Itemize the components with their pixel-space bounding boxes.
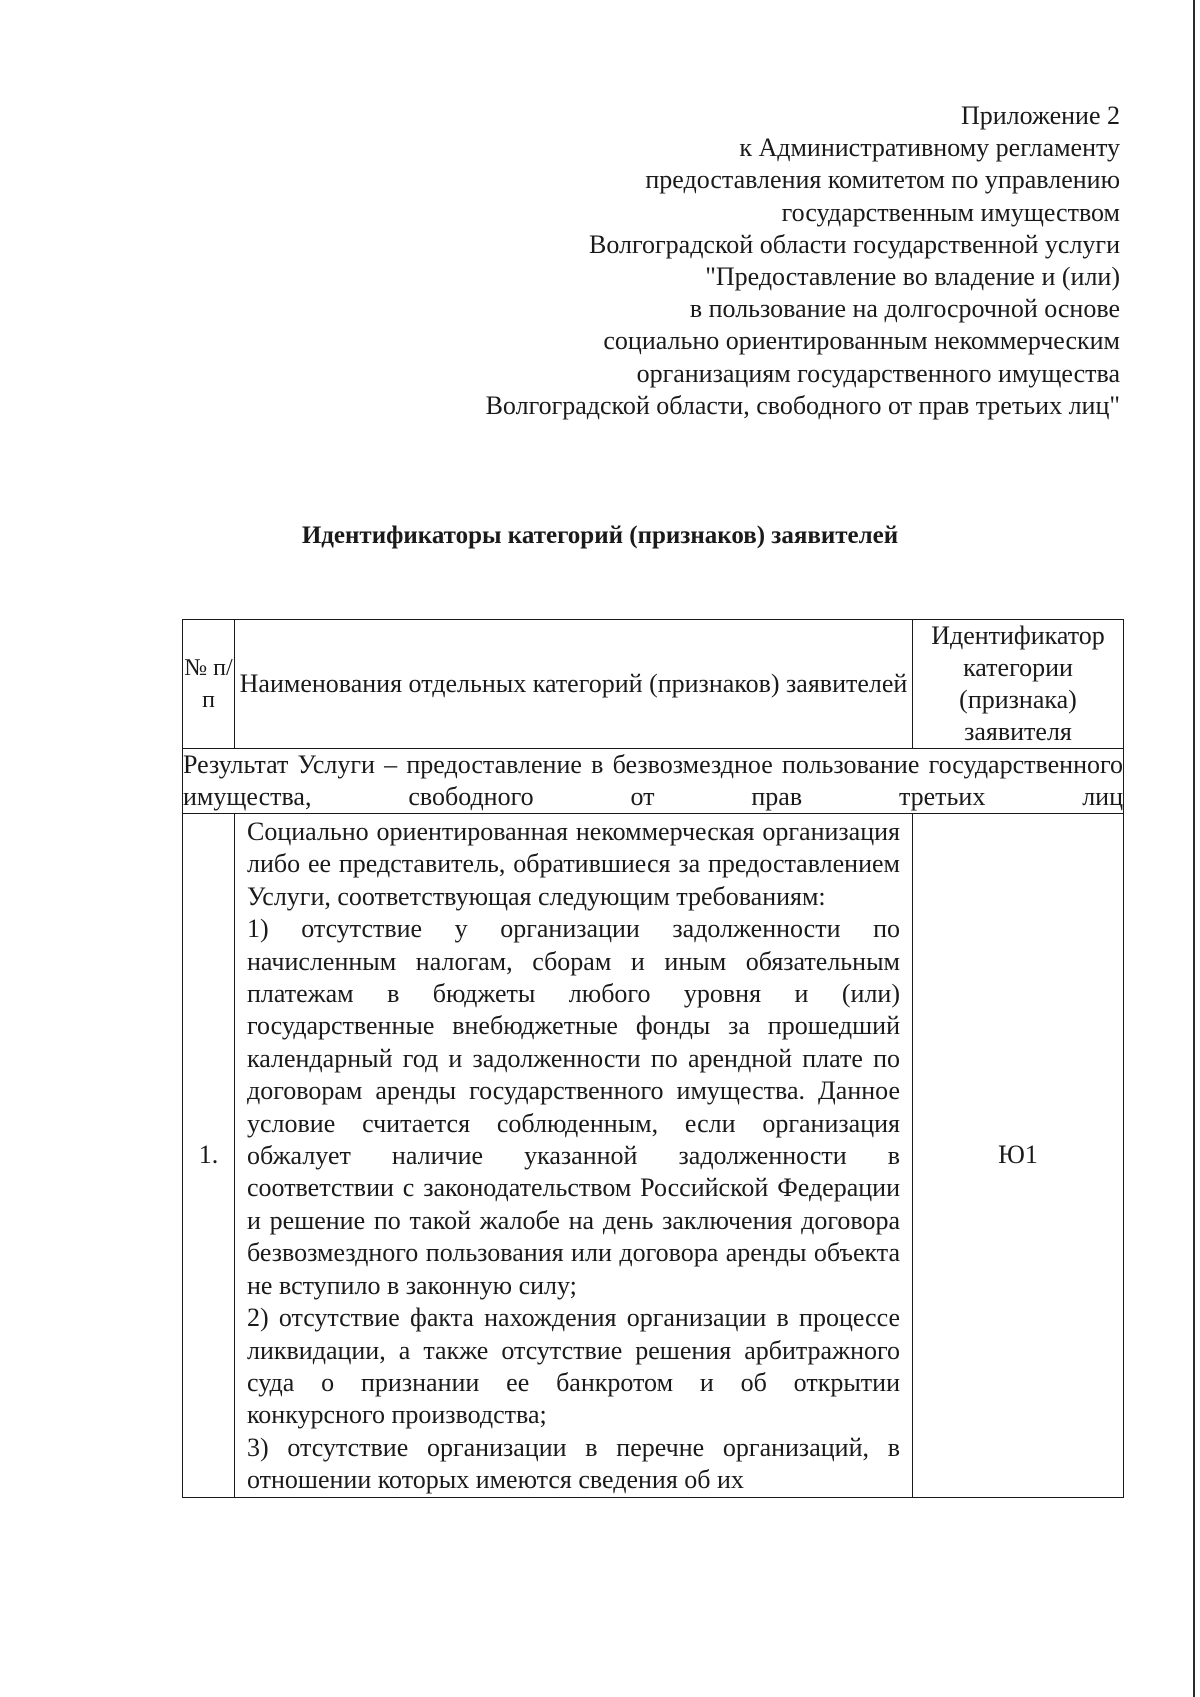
page-edge-line	[1193, 0, 1195, 1697]
appendix-line: социально ориентированным некоммерческим	[603, 326, 1120, 356]
result-description: Результат Услуги – предоставление в безвозмездное пользование государственного имущества, свободного от прав третьих лиц	[183, 749, 1124, 814]
appendix-line: государственным имуществом	[781, 197, 1120, 227]
appendix-heading	[486, 100, 1120, 422]
header-category-name: Наименования отдельных категорий (признаков) заявителей	[235, 620, 913, 749]
row-number: 1.	[183, 814, 235, 1498]
appendix-line: Волгоградской области государственной услуги	[589, 229, 1120, 259]
table-row	[183, 814, 1124, 1498]
category-paragraph: 2) отсутствие факта нахождения организации в процессе ликвидации, а также отсутствие решения арбитражного суда о признании ее банкротом и об открытии конкурсного производства;	[247, 1303, 900, 1430]
result-row	[183, 749, 1124, 814]
header-number: № п/п	[183, 620, 235, 749]
category-description	[235, 814, 913, 1498]
category-paragraph: Социально ориентированная некоммерческая организация либо ее представитель, обратившиеся за предоставлением Услуги, соответствующая следующим требованиям:	[247, 817, 900, 911]
appendix-line: предоставления комитетом по управлению	[645, 165, 1120, 195]
document-title: Идентификаторы категорий (признаков) заявителей	[301, 522, 899, 549]
appendix-line: "Предоставление во владение и (или)	[705, 262, 1120, 292]
appendix-line: Приложение 2	[960, 101, 1120, 130]
header-identifier: Идентификатор категории (признака) заявителя	[913, 620, 1124, 749]
appendix-line: Волгоградской области, свободного от прав третьих лиц"	[485, 390, 1120, 420]
appendix-line: в пользование на долгосрочной основе	[689, 294, 1120, 324]
table-header-row	[183, 620, 1124, 749]
identifiers-table	[182, 619, 1124, 1498]
appendix-line: организациям государственного имущества	[636, 358, 1120, 388]
category-identifier: Ю1	[913, 814, 1124, 1498]
category-paragraph: 1) отсутствие у организации задолженности по начисленным налогам, сборам и иным обязательным платежам в бюджеты любого уровня и (или) государственные внебюджетные фонды за прошедший календарный год и задолженности по арендной плате по договорам аренды государственного имущества. Данное условие считается соблюденным, если организация обжалует наличие указанной задолженности в соответствии с законодательством Российской Федерации и решение по такой жалобе на день заключения договора безвозмездного пользования или договора аренды объекта не вступило в законную силу;	[247, 914, 900, 1300]
category-paragraph: 3) отсутствие организации в перечне организаций, в отношении которых имеются сведения об их	[247, 1432, 900, 1495]
appendix-line: к Административному регламенту	[739, 133, 1120, 163]
